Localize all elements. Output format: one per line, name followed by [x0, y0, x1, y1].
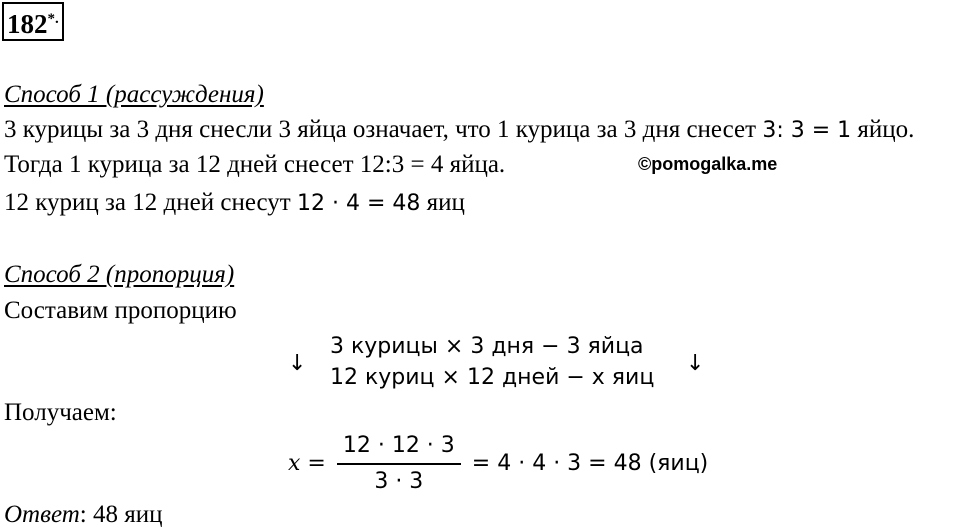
answer-value: : 48 яиц: [79, 501, 163, 528]
method1-line1-text: 3 курицы за 3 дня снесли 3 яйца означает, что 1 курица за 3 дня снесет: [4, 116, 763, 143]
method1-heading: Способ 1 (рассуждения): [4, 81, 264, 108]
proportion-arrow-right: ↓: [686, 351, 705, 376]
formula-fraction: [337, 432, 461, 496]
method1-line1-math: 3: 3 = 1: [762, 118, 852, 143]
method2-heading: Способ 2 (пропорция): [4, 261, 235, 288]
method1-line3-math: 12 · 4 = 48: [296, 191, 421, 216]
proportion-row-1: 3 курицы × 3 дня − 3 яйца: [330, 334, 644, 359]
answer-label: Ответ: [4, 501, 80, 528]
method2-intro: Составим пропорцию: [4, 297, 237, 324]
formula-rhs: = 4 · 4 · 3 = 48 (яиц): [471, 451, 709, 476]
method1-line2: Тогда 1 курица за 12 дней снесет 12:3 = 4 яйца.: [4, 151, 506, 178]
formula-lhs: x =: [288, 451, 326, 476]
method1-line3: [4, 188, 465, 218]
method1-line3-end: яиц: [420, 189, 465, 216]
method1-line3-text: 12 куриц за 12 дней снесут: [4, 189, 297, 216]
formula-numerator: 12 · 12 · 3: [337, 432, 461, 465]
task-number: 182*.: [2, 2, 64, 41]
proportion-arrow-left: ↓: [288, 351, 307, 376]
result-label: Получаем:: [4, 399, 117, 426]
method1-line1: [4, 115, 914, 145]
proportion-row-2: 12 куриц × 12 дней − x яиц: [330, 365, 655, 390]
answer: [4, 500, 162, 530]
method1-line1-end: яйцо.: [851, 116, 915, 143]
formula-denominator: 3 · 3: [374, 469, 424, 494]
formula: [288, 432, 708, 496]
watermark: ©pomogalka.me: [638, 154, 778, 174]
